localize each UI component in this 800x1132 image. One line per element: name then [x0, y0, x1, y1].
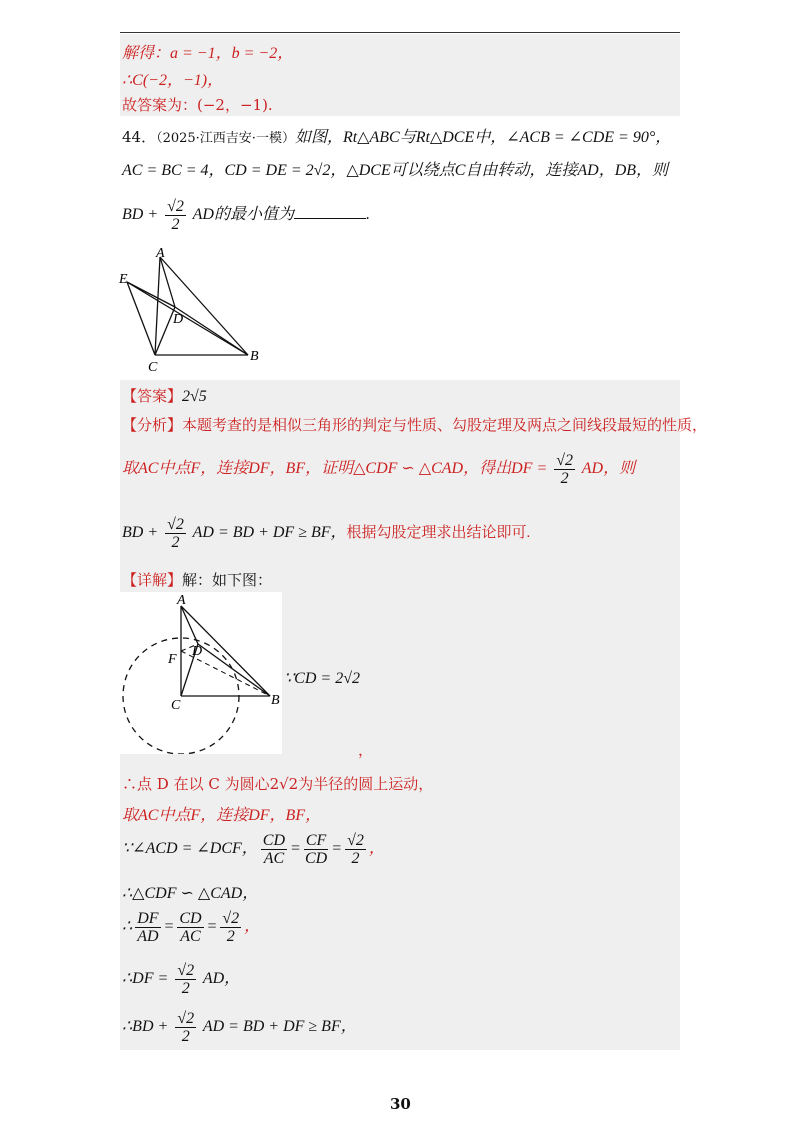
step5-comma: ， — [244, 918, 261, 936]
question-line-2: AC = BC = 4，CD = DE = 2√2，△DCE可以绕点C自由转动，连接AD，DB，则 — [122, 162, 669, 179]
q-frac-den: 2 — [171, 216, 180, 233]
fig1-label-c: C — [148, 360, 158, 375]
step3-angle: ∵∠ACD = ∠DCF， — [122, 840, 258, 858]
step3-frac-2 — [304, 832, 328, 867]
detail-intro: 解：如下图： — [182, 571, 273, 589]
step5-frac-1 — [135, 910, 160, 945]
step5-f3-num: √2 — [222, 910, 240, 927]
analysis-text-3b: AD = BD + DF ≥ BF， — [192, 524, 347, 542]
step3-frac-3 — [345, 832, 366, 867]
step5-f2-den: AC — [180, 928, 201, 945]
step6-num: √2 — [177, 962, 195, 979]
fig2-label-b: B — [271, 693, 280, 708]
detail-step-4: ∴△CDF ∽ △CAD， — [122, 885, 259, 902]
answer-line — [122, 385, 207, 406]
detail-step-2: 取AC中点F，连接DF，BF， — [122, 807, 322, 824]
analysis-frac2-num: √2 — [167, 516, 184, 533]
analysis-text-1: 本题考查的是相似三角形的判定与性质、勾股定理及两点之间线段最短的性质， — [182, 416, 708, 434]
question-number: 44． — [122, 128, 157, 146]
prev-line-1: 解得：a = −1，b = −2， — [122, 45, 294, 62]
question-text-1: 如图，Rt△ABC与Rt△DCE中，∠ACB = ∠CDE = 90°， — [294, 129, 672, 146]
step5-f1-den: AD — [137, 928, 159, 945]
analysis-text-3a: BD + — [122, 524, 159, 542]
fig1-label-a: A — [156, 246, 165, 261]
question-line-3 — [122, 198, 370, 233]
fig1-label-e: E — [119, 272, 128, 287]
step7-num: √2 — [177, 1010, 195, 1027]
fig1-label-d: D — [173, 312, 184, 327]
step7-den: 2 — [181, 1028, 190, 1045]
analysis-frac2-den: 2 — [171, 534, 180, 551]
detail-step-6 — [122, 962, 240, 997]
step7-rest: AD = BD + DF ≥ BF， — [202, 1018, 357, 1036]
step6-ad: AD， — [202, 970, 241, 988]
step5-frac-3 — [220, 910, 241, 945]
question-line-1 — [122, 124, 671, 147]
step6-den: 2 — [181, 980, 190, 997]
detail-comma: ， — [358, 741, 374, 759]
step3-comma: ， — [368, 840, 385, 858]
step6-frac — [175, 962, 196, 997]
step6-df: ∴DF = — [122, 970, 169, 988]
detail-cd-value: ∵CD = 2√2 — [284, 670, 360, 687]
step3-f2-num: CF — [305, 832, 327, 849]
detail-step-1: ∴点 D 在以 C 为圆心2√2为半径的圆上运动， — [122, 775, 434, 793]
q-bd-plus: BD + — [122, 206, 159, 224]
answer-blank[interactable] — [294, 204, 366, 219]
analysis-fraction-2 — [165, 516, 186, 551]
answer-value: 2√5 — [182, 388, 207, 405]
step3-f1-den: AC — [263, 850, 285, 867]
step3-f3-den: 2 — [351, 850, 360, 867]
detail-tag: 【详解】 — [122, 571, 183, 589]
fig2-label-a: A — [177, 593, 186, 608]
answer-tag: 【答案】 — [122, 387, 183, 405]
step5-f2-num: CD — [179, 910, 202, 927]
analysis-line-1 — [122, 414, 707, 435]
step5-therefore: ∴ — [122, 918, 133, 936]
prev-line-3: 故答案为：(−2，−1). — [122, 96, 273, 114]
prev-line-2: ∴C(−2，−1)， — [122, 72, 224, 89]
analysis-fraction-1 — [554, 452, 575, 487]
top-rule — [120, 32, 680, 33]
q-period: . — [365, 206, 370, 224]
step3-f1-num: CD — [262, 832, 286, 849]
analysis-line-2 — [122, 452, 635, 487]
step3-f2-den: CD — [304, 850, 328, 867]
detail-header — [122, 569, 272, 590]
q-fraction — [165, 198, 186, 233]
analysis-line-3 — [122, 516, 530, 551]
detail-step-5: ∴ $\frac{DF}{AD}$ = $\frac{CD}{AC}$ = $\frac{√2}{2}$ ， — [122, 910, 261, 945]
figure-1-triangles — [115, 245, 275, 375]
analysis-text-2b: AD，则 — [581, 460, 636, 478]
fig1-label-b: B — [250, 349, 259, 364]
fig2-label-f: F — [168, 652, 177, 667]
question-source: （2025·江西吉安·一模） — [156, 131, 295, 146]
detail-step-3: ∵∠ACD = ∠DCF， $\frac{CD}{AC}$ = $\frac{CF}{CD}$ = $\frac{√2}{2}$ ， — [122, 832, 385, 867]
analysis-text-2a: 取AC中点F，连接DF，BF，证明△CDF ∽ △CAD，得出DF = — [122, 460, 548, 478]
analysis-tag: 【分析】 — [122, 416, 183, 434]
step5-f1-num: DF — [137, 910, 159, 927]
q-frac-num: √2 — [167, 198, 184, 215]
figure-2-circle — [120, 592, 282, 754]
step3-frac-1 — [261, 832, 287, 867]
analysis-frac1-num: √2 — [556, 452, 574, 469]
analysis-frac1-den: 2 — [560, 470, 569, 487]
step7-bd: ∴BD + — [122, 1018, 169, 1036]
detail-step-7 — [122, 1010, 357, 1045]
q-ad-min: AD的最小值为 — [192, 206, 294, 224]
step7-frac — [175, 1010, 196, 1045]
fig2-label-d: D — [192, 644, 203, 659]
page-number: 30 — [390, 1095, 411, 1113]
step5-frac-2 — [177, 910, 203, 945]
analysis-text-3c: 根据勾股定理求出结论即可. — [346, 525, 531, 542]
fig2-label-c: C — [171, 698, 181, 713]
step3-f3-num: √2 — [347, 832, 364, 849]
step5-f3-den: 2 — [226, 928, 235, 945]
